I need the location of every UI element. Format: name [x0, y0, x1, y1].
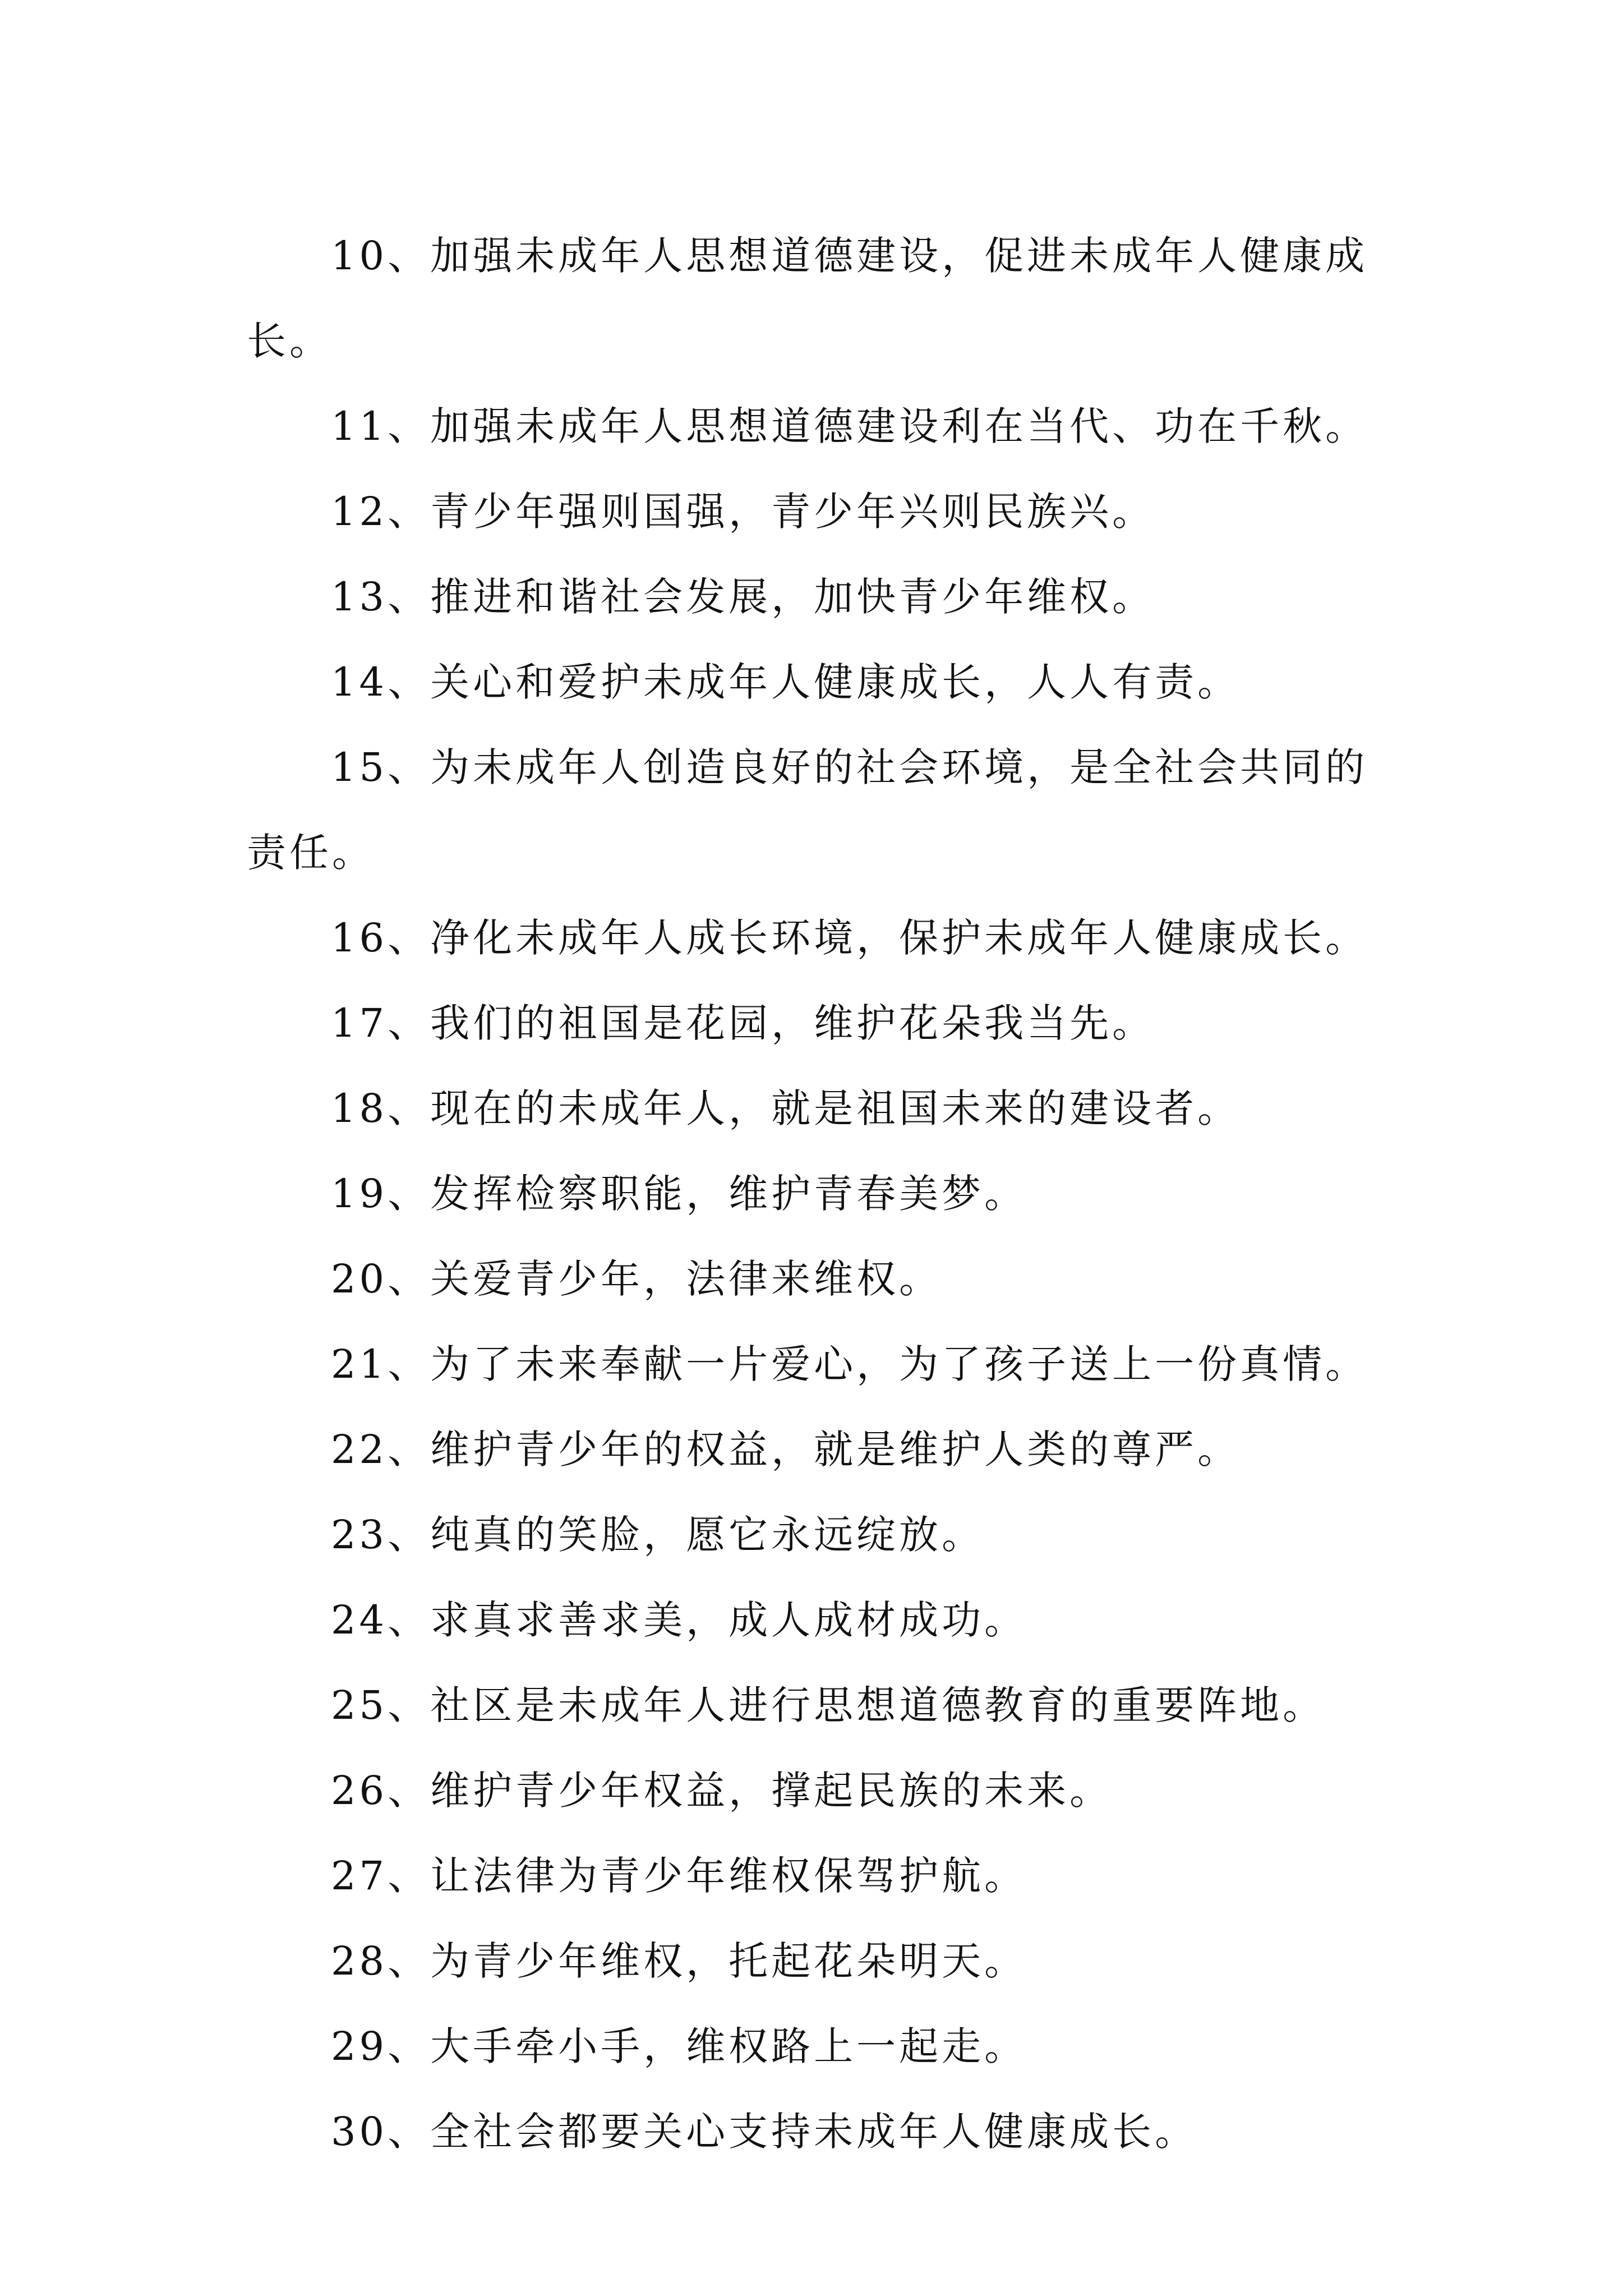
slogan-list — [247, 213, 1396, 2174]
list-item: 11、加强未成年人思想道德建设利在当代、功在千秋。 — [331, 403, 1368, 449]
list-item: 13、推进和谐社会发展，加快青少年维权。 — [331, 574, 1155, 620]
list-item: 27、让法律为青少年维权保驾护航。 — [331, 1853, 1027, 1899]
list-item: 15、为未成年人创造良好的社会环境，是全社会共同的责任。 — [247, 744, 1368, 876]
list-item: 30、全社会都要关心支持未成年人健康成长。 — [331, 2109, 1198, 2155]
list-item: 14、关心和爱护未成年人健康成长，人人有责。 — [331, 659, 1241, 705]
list-item: 29、大手牵小手，维权路上一起走。 — [331, 2023, 1027, 2069]
list-item: 21、为了未来奉献一片爱心，为了孩子送上一份真情。 — [331, 1341, 1368, 1387]
list-item: 20、关爱青少年，法律来维权。 — [331, 1256, 942, 1302]
list-item: 28、为青少年维权，托起花朵明天。 — [331, 1938, 1027, 1984]
list-item: 16、净化未成年人成长环境，保护未成年人健康成长。 — [331, 915, 1368, 961]
list-item: 18、现在的未成年人，就是祖国未来的建设者。 — [331, 1085, 1241, 1131]
list-item: 10、加强未成年人思想道德建设，促进未成年人健康成长。 — [247, 233, 1368, 364]
list-item: 23、纯真的笑脸，愿它永远绽放。 — [331, 1512, 985, 1558]
list-item: 12、青少年强则国强，青少年兴则民族兴。 — [331, 489, 1155, 535]
list-item: 25、社区是未成年人进行思想道德教育的重要阵地。 — [331, 1682, 1326, 1728]
list-item: 19、发挥检察职能，维护青春美梦。 — [331, 1171, 1027, 1217]
list-item: 22、维护青少年的权益，就是维护人类的尊严。 — [331, 1427, 1241, 1473]
list-item: 24、求真求善求美，成人成材成功。 — [331, 1597, 1027, 1643]
list-item: 17、我们的祖国是花园，维护花朵我当先。 — [331, 1000, 1155, 1046]
list-item: 26、维护青少年权益，撑起民族的未来。 — [331, 1768, 1113, 1814]
